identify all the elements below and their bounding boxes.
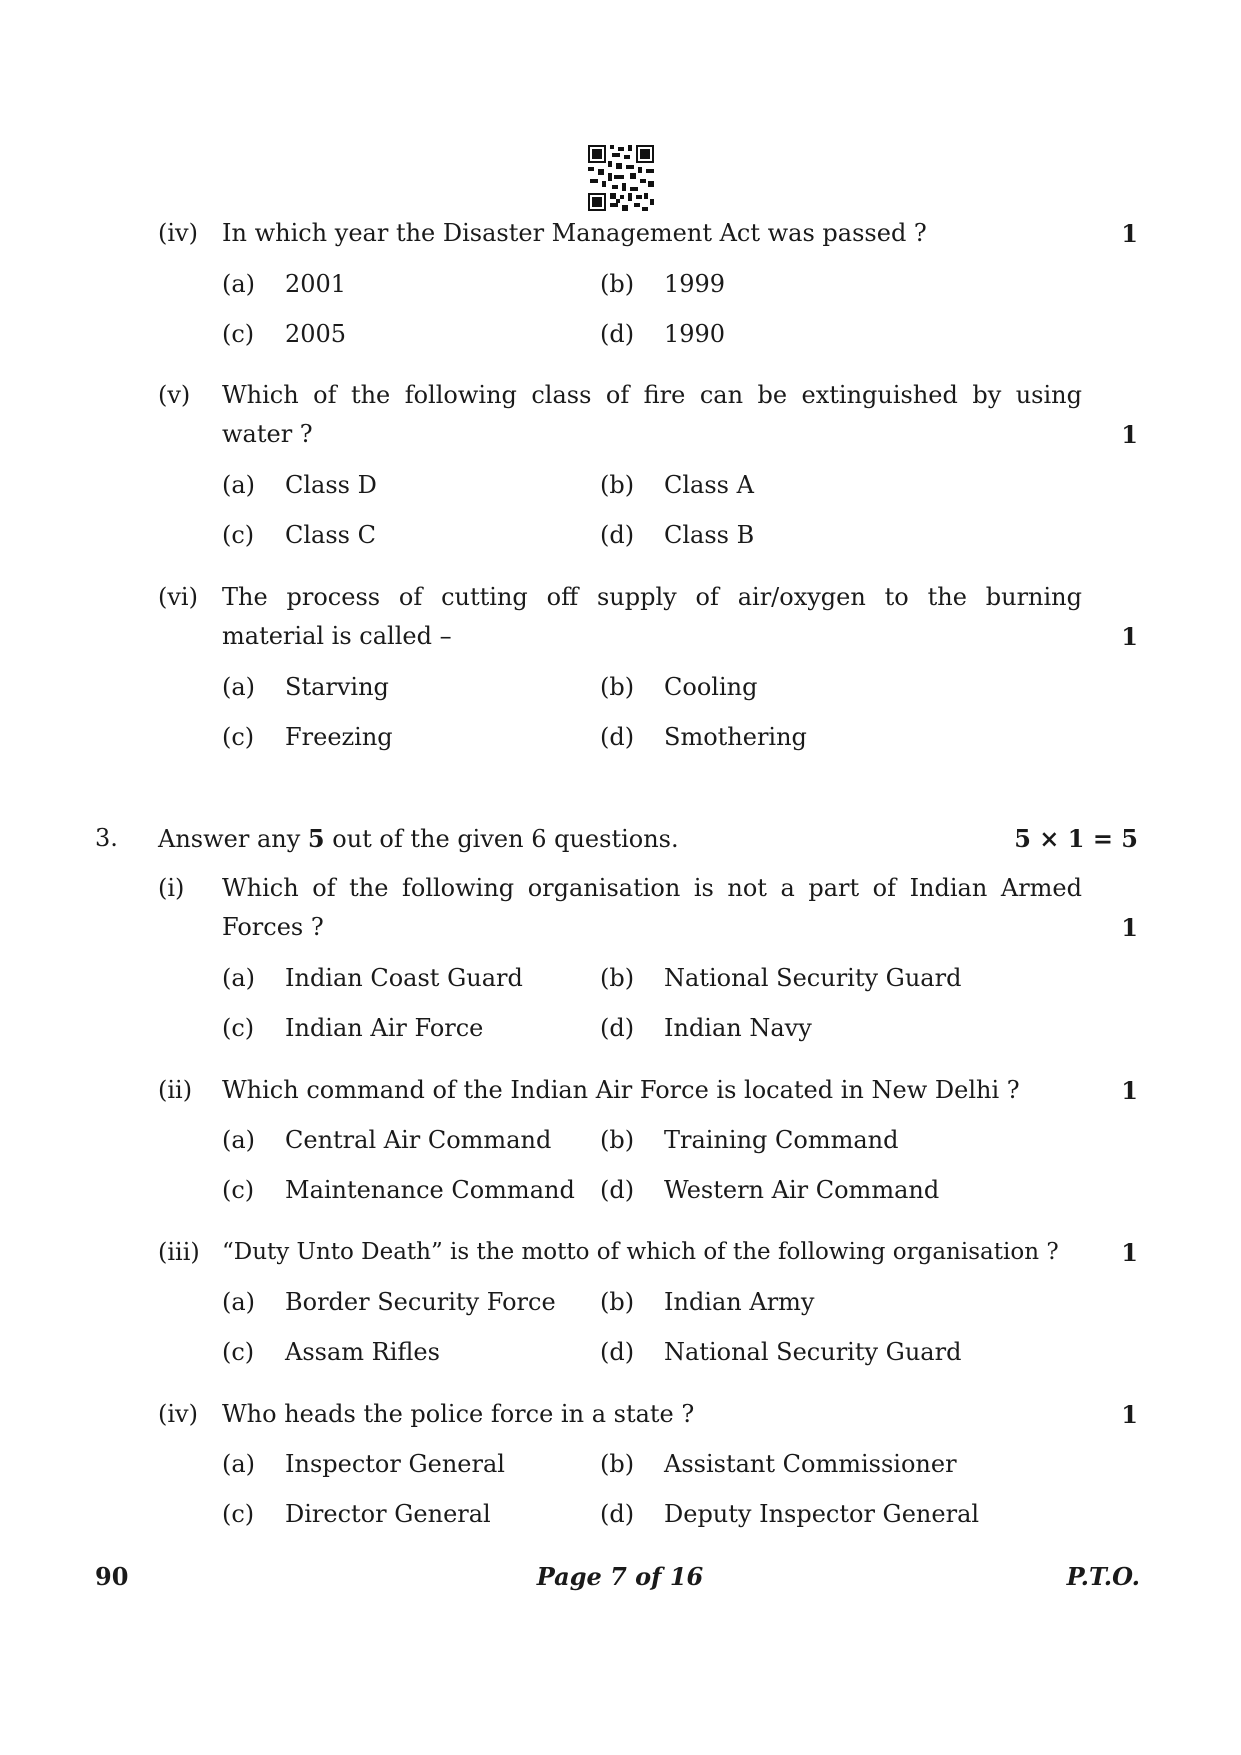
question-marks: 1 [1121,1076,1138,1105]
section-heading [158,824,679,853]
option-text: 1990 [664,320,726,348]
option-label: (a) [222,1288,256,1316]
question-marks: 1 [1121,1400,1138,1429]
option-label: (d) [600,1338,635,1366]
option-text: Training Command [664,1126,899,1154]
question-text: Forces ? [222,913,324,941]
option-label: (c) [222,1338,255,1366]
option-label: (b) [600,1288,635,1316]
option-label: (b) [600,1126,635,1154]
question-number: (iii) [158,1238,200,1266]
question-text: “Duty Unto Death” is the motto of which of the following organisation ? [222,1239,1059,1265]
option-text: National Security Guard [664,1338,962,1366]
paper-code: 90 [95,1562,129,1591]
option-text: Western Air Command [664,1176,940,1204]
pto-label: P.T.O. [1066,1562,1140,1591]
option-label: (a) [222,471,256,499]
question-text: In which year the Disaster Management Act was passed ? [222,219,927,247]
option-text: Class B [664,521,755,549]
option-text: Maintenance Command [285,1176,575,1204]
question-text: Who heads the police force in a state ? [222,1400,695,1428]
question-marks: 1 [1121,913,1138,942]
option-label: (d) [600,1014,635,1042]
section-marks: 5 × 1 = 5 [1014,824,1138,853]
option-text: 2005 [285,320,347,348]
option-text: Class D [285,471,377,499]
option-label: (a) [222,1126,256,1154]
question-text: material is called – [222,622,452,650]
heading-pre: Answer any [158,825,308,853]
question-number: (ii) [158,1076,193,1104]
question-text: Which of the following class of fire can be extinguished by using [222,381,1082,409]
question-text: water ? [222,420,313,448]
heading-post: out of the given 6 questions. [324,825,679,853]
option-text: National Security Guard [664,964,962,992]
option-label: (a) [222,270,256,298]
question-text: Which command of the Indian Air Force is located in New Delhi ? [222,1076,1020,1104]
option-label: (c) [222,521,255,549]
option-label: (b) [600,1450,635,1478]
option-text: Cooling [664,673,758,701]
question-marks: 1 [1121,622,1138,651]
option-text: 2001 [285,270,347,298]
option-text: Freezing [285,723,393,751]
option-label: (d) [600,1176,635,1204]
option-text: Border Security Force [285,1288,556,1316]
option-text: Class C [285,521,376,549]
option-label: (c) [222,1176,255,1204]
question-text: The process of cutting off supply of air/oxygen to the burning [222,583,1082,611]
question-number: (iv) [158,219,198,247]
option-label: (a) [222,673,256,701]
option-label: (c) [222,1014,255,1042]
option-label: (a) [222,964,256,992]
question-number: (i) [158,874,185,902]
option-label: (d) [600,320,635,348]
question-marks: 1 [1121,1238,1138,1267]
option-text: Central Air Command [285,1126,552,1154]
section-number: 3. [95,824,118,852]
heading-bold: 5 [307,824,325,853]
question-marks: 1 [1121,420,1138,449]
option-label: (d) [600,723,635,751]
option-text: 1999 [664,270,726,298]
question-text: Which of the following organisation is not a part of Indian Armed [222,874,1082,902]
option-text: Indian Coast Guard [285,964,523,992]
option-text: Deputy Inspector General [664,1500,980,1528]
qr-code [588,145,654,211]
option-label: (b) [600,964,635,992]
option-label: (c) [222,1500,255,1528]
option-text: Assam Rifles [285,1338,440,1366]
question-number: (vi) [158,583,198,611]
option-label: (a) [222,1450,256,1478]
option-text: Director General [285,1500,491,1528]
option-label: (b) [600,471,635,499]
option-text: Smothering [664,723,807,751]
option-text: Indian Army [664,1288,815,1316]
option-text: Class A [664,471,754,499]
question-number: (v) [158,381,191,409]
question-marks: 1 [1121,219,1138,248]
option-text: Assistant Commissioner [664,1450,957,1478]
option-label: (c) [222,320,255,348]
option-label: (d) [600,1500,635,1528]
option-label: (b) [600,270,635,298]
option-label: (c) [222,723,255,751]
question-number: (iv) [158,1400,198,1428]
page-number: Page 7 of 16 [536,1562,704,1591]
option-label: (d) [600,521,635,549]
option-text: Indian Navy [664,1014,812,1042]
option-text: Indian Air Force [285,1014,484,1042]
option-text: Starving [285,673,389,701]
option-text: Inspector General [285,1450,505,1478]
option-label: (b) [600,673,635,701]
